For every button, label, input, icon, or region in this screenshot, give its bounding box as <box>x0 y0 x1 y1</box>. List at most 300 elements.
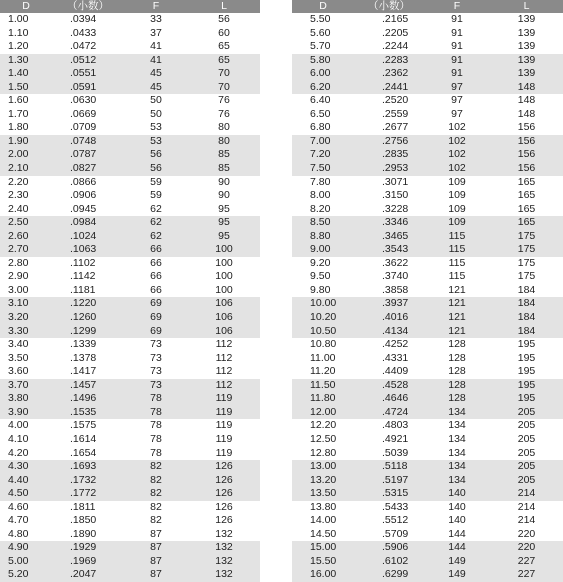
table-row <box>0 216 260 230</box>
cell-diameter: 2.10 <box>0 162 52 176</box>
cell-l: 100 <box>215 256 233 269</box>
cell-l: 112 <box>215 338 233 351</box>
cell-f: 82 <box>124 474 188 488</box>
drill-size-table-left <box>0 0 260 582</box>
cell-decimal: .2835 <box>354 148 424 162</box>
cell-diameter: 6.20 <box>292 81 354 95</box>
cell-f: 56 <box>124 148 188 162</box>
table-row <box>292 257 563 271</box>
table-row <box>292 365 563 379</box>
table-row <box>0 27 260 41</box>
table-row <box>292 392 563 406</box>
cell-decimal: .3937 <box>354 297 424 311</box>
cell-f: 78 <box>124 406 188 420</box>
table-row <box>0 325 260 339</box>
cell-l: 85 <box>188 148 260 162</box>
cell-diameter: 4.20 <box>8 446 29 459</box>
table-row <box>292 311 563 325</box>
cell-l: 214 <box>490 487 563 501</box>
cell-decimal: .2244 <box>382 40 409 53</box>
cell-f: 115 <box>448 256 466 269</box>
cell-l: 70 <box>188 67 260 81</box>
cell-diameter: 1.80 <box>8 121 29 134</box>
cell-diameter: 3.40 <box>8 338 29 351</box>
cell-diameter: 8.80 <box>292 230 354 244</box>
cell-l: 220 <box>517 527 536 540</box>
table-header-row <box>292 0 563 13</box>
table-row <box>0 297 260 311</box>
cell-decimal: .1220 <box>52 297 124 311</box>
table-row <box>292 67 563 81</box>
cell-f: 134 <box>448 419 466 432</box>
cell-l: 227 <box>490 568 563 582</box>
cell-l: 126 <box>215 500 233 513</box>
cell-f: 59 <box>150 175 162 188</box>
cell-decimal: .3228 <box>382 202 409 215</box>
cell-diameter: 3.20 <box>0 311 52 325</box>
cell-diameter: 3.00 <box>8 283 29 296</box>
cell-decimal: .3071 <box>382 175 409 188</box>
cell-decimal: .2362 <box>354 67 424 81</box>
cell-f: 128 <box>448 365 466 378</box>
cell-f: 91 <box>424 54 490 68</box>
cell-f: 87 <box>124 568 188 582</box>
table-row <box>292 176 563 190</box>
table-row <box>0 474 260 488</box>
cell-diameter: 9.80 <box>310 283 331 296</box>
cell-l: 100 <box>215 283 233 296</box>
cell-decimal: .1457 <box>52 379 124 393</box>
cell-l: 90 <box>218 175 230 188</box>
cell-f: 82 <box>150 514 162 527</box>
cell-diameter: 2.00 <box>0 148 52 162</box>
table-row <box>292 162 563 176</box>
cell-decimal: .2756 <box>354 135 424 149</box>
header-l: L <box>188 0 260 13</box>
table-row <box>292 203 563 217</box>
cell-diameter: 4.40 <box>0 474 52 488</box>
table-row <box>292 514 563 528</box>
table-row <box>0 162 260 176</box>
cell-f: 78 <box>150 446 162 459</box>
cell-f: 109 <box>448 175 466 188</box>
cell-diameter: 4.30 <box>0 460 52 474</box>
cell-l: 156 <box>490 148 563 162</box>
cell-l: 139 <box>517 40 536 53</box>
cell-decimal: .1654 <box>70 446 97 459</box>
cell-f: 45 <box>124 67 188 81</box>
cell-diameter: 5.60 <box>310 26 331 39</box>
cell-f: 97 <box>451 107 463 120</box>
cell-decimal: .2520 <box>382 94 409 107</box>
cell-l: 175 <box>490 230 563 244</box>
cell-decimal: .1693 <box>52 460 124 474</box>
cell-l: 126 <box>188 474 260 488</box>
cell-f: 69 <box>124 325 188 339</box>
cell-l: 148 <box>490 81 563 95</box>
cell-diameter: 2.30 <box>8 189 29 202</box>
cell-decimal: .2953 <box>354 162 424 176</box>
table-row <box>292 284 563 298</box>
cell-decimal: .2165 <box>382 13 409 25</box>
cell-decimal: .3465 <box>354 230 424 244</box>
table-row <box>292 338 563 352</box>
cell-diameter: 10.00 <box>292 297 354 311</box>
cell-diameter: 5.00 <box>0 555 52 569</box>
cell-f: 53 <box>124 135 188 149</box>
table-row <box>0 135 260 149</box>
cell-l: 227 <box>490 555 563 569</box>
table-row <box>292 108 563 122</box>
cell-f: 73 <box>150 351 162 364</box>
table-row <box>292 419 563 433</box>
cell-decimal: .1299 <box>52 325 124 339</box>
cell-f: 134 <box>448 432 466 445</box>
cell-l: 165 <box>490 216 563 230</box>
table-row <box>292 487 563 501</box>
cell-l: 175 <box>517 270 536 283</box>
cell-decimal: .4528 <box>354 379 424 393</box>
cell-l: 156 <box>490 162 563 176</box>
cell-diameter: 3.80 <box>0 392 52 406</box>
cell-l: 70 <box>188 81 260 95</box>
table-row <box>292 528 563 542</box>
cell-f: 128 <box>424 379 490 393</box>
cell-diameter: 8.20 <box>310 202 331 215</box>
cell-f: 109 <box>448 189 466 202</box>
cell-diameter: 9.00 <box>292 243 354 257</box>
table-row <box>292 460 563 474</box>
cell-f: 102 <box>424 148 490 162</box>
cell-decimal: .1575 <box>70 419 97 432</box>
cell-f: 82 <box>124 487 188 501</box>
cell-l: 85 <box>188 162 260 176</box>
cell-decimal: .1142 <box>70 270 96 283</box>
cell-l: 139 <box>490 54 563 68</box>
cell-decimal: .0827 <box>52 162 124 176</box>
table-row <box>292 40 563 54</box>
cell-l: 214 <box>517 500 536 513</box>
table-row <box>0 243 260 257</box>
cell-l: 139 <box>490 67 563 81</box>
cell-decimal: .1535 <box>52 406 124 420</box>
cell-decimal: .3150 <box>382 189 409 202</box>
cell-l: 126 <box>188 460 260 474</box>
cell-diameter: 11.00 <box>310 351 336 364</box>
cell-decimal: .4646 <box>354 392 424 406</box>
cell-diameter: 5.50 <box>310 13 331 25</box>
cell-diameter: 1.10 <box>8 26 29 39</box>
cell-decimal: .0787 <box>52 148 124 162</box>
cell-f: 62 <box>124 216 188 230</box>
cell-f: 91 <box>451 13 463 25</box>
cell-l: 95 <box>188 216 260 230</box>
cell-l: 56 <box>218 13 230 25</box>
cell-f: 66 <box>150 270 162 283</box>
table-row <box>0 176 260 190</box>
cell-decimal: .6299 <box>354 568 424 582</box>
table-row <box>0 189 260 203</box>
cell-f: 91 <box>424 67 490 81</box>
cell-f: 73 <box>124 379 188 393</box>
table-row <box>292 94 563 108</box>
table-row <box>0 541 260 555</box>
cell-f: 37 <box>150 26 162 39</box>
table-row <box>0 311 260 325</box>
cell-diameter: 9.20 <box>310 256 331 269</box>
table-row <box>0 148 260 162</box>
cell-l: 80 <box>188 135 260 149</box>
cell-l: 119 <box>188 392 260 406</box>
cell-f: 97 <box>424 81 490 95</box>
cell-f: 87 <box>150 527 162 540</box>
cell-decimal: .3543 <box>354 243 424 257</box>
table-header-row <box>0 0 260 13</box>
cell-f: 102 <box>448 121 466 134</box>
cell-l: 184 <box>517 283 536 296</box>
cell-decimal: .4252 <box>382 338 409 351</box>
cell-decimal: .1181 <box>70 283 96 296</box>
cell-diameter: 6.40 <box>310 94 331 107</box>
cell-f: 121 <box>424 325 490 339</box>
table-row <box>0 284 260 298</box>
table-row <box>292 447 563 461</box>
cell-f: 73 <box>150 365 162 378</box>
cell-diameter: 2.60 <box>0 230 52 244</box>
cell-l: 184 <box>490 325 563 339</box>
cell-diameter: 12.20 <box>310 419 337 432</box>
cell-f: 91 <box>451 26 463 39</box>
cell-diameter: 11.20 <box>310 365 336 378</box>
cell-diameter: 12.80 <box>310 446 337 459</box>
cell-f: 102 <box>424 162 490 176</box>
cell-f: 45 <box>124 81 188 95</box>
cell-diameter: 2.70 <box>0 243 52 257</box>
cell-decimal: .1850 <box>70 514 97 527</box>
cell-diameter: 14.00 <box>310 514 337 527</box>
cell-decimal: .0512 <box>52 54 124 68</box>
cell-diameter: 4.10 <box>8 432 29 445</box>
cell-decimal: .2283 <box>354 54 424 68</box>
table-row <box>292 27 563 41</box>
table-row <box>292 474 563 488</box>
cell-f: 87 <box>124 555 188 569</box>
cell-diameter: 6.50 <box>310 107 331 120</box>
cell-l: 132 <box>188 555 260 569</box>
cell-l: 60 <box>218 26 230 39</box>
cell-diameter: 8.00 <box>310 189 331 202</box>
cell-diameter: 1.70 <box>8 107 29 120</box>
table-row <box>292 541 563 555</box>
cell-diameter: 1.90 <box>0 135 52 149</box>
cell-diameter: 3.30 <box>0 325 52 339</box>
cell-decimal: .1339 <box>70 338 97 351</box>
cell-f: 134 <box>448 446 466 459</box>
cell-decimal: .5315 <box>354 487 424 501</box>
cell-decimal: .5512 <box>382 514 409 527</box>
cell-decimal: .4409 <box>382 365 409 378</box>
cell-l: 132 <box>188 541 260 555</box>
cell-l: 65 <box>218 40 230 53</box>
cell-decimal: .0551 <box>52 67 124 81</box>
cell-diameter: 1.30 <box>0 54 52 68</box>
cell-l: 195 <box>517 351 536 364</box>
cell-decimal: .0394 <box>70 13 97 25</box>
table-row <box>0 270 260 284</box>
cell-l: 132 <box>188 568 260 582</box>
cell-f: 59 <box>150 189 162 202</box>
cell-diameter: 6.80 <box>310 121 331 134</box>
cell-f: 33 <box>150 13 162 25</box>
cell-decimal: .0472 <box>70 40 97 53</box>
cell-f: 134 <box>424 406 490 420</box>
cell-decimal: .1063 <box>52 243 124 257</box>
cell-diameter: 9.50 <box>310 270 331 283</box>
cell-l: 95 <box>218 202 230 215</box>
cell-diameter: 4.90 <box>0 541 52 555</box>
cell-l: 95 <box>188 230 260 244</box>
cell-decimal: .1496 <box>52 392 124 406</box>
cell-f: 82 <box>150 500 162 513</box>
cell-l: 165 <box>517 202 536 215</box>
cell-decimal: .3858 <box>382 283 409 296</box>
cell-f: 78 <box>150 419 162 432</box>
cell-diameter: 10.80 <box>310 338 337 351</box>
cell-diameter: 3.60 <box>8 365 29 378</box>
cell-l: 126 <box>215 514 233 527</box>
cell-decimal: .0709 <box>70 121 97 134</box>
cell-diameter: 12.50 <box>310 432 337 445</box>
table-row <box>0 94 260 108</box>
cell-decimal: .4921 <box>382 432 409 445</box>
cell-diameter: 7.80 <box>310 175 331 188</box>
cell-f: 78 <box>150 432 162 445</box>
table-row <box>0 392 260 406</box>
cell-l: 100 <box>215 270 233 283</box>
cell-diameter: 15.00 <box>292 541 354 555</box>
cell-l: 76 <box>218 107 230 120</box>
cell-l: 175 <box>517 256 536 269</box>
cell-l: 119 <box>188 406 260 420</box>
cell-l: 80 <box>218 121 230 134</box>
cell-f: 73 <box>150 338 162 351</box>
table-row <box>0 419 260 433</box>
cell-f: 66 <box>150 256 162 269</box>
cell-f: 78 <box>124 392 188 406</box>
cell-diameter: 5.20 <box>0 568 52 582</box>
cell-diameter: 4.70 <box>8 514 29 527</box>
table-row <box>0 365 260 379</box>
cell-diameter: 8.50 <box>292 216 354 230</box>
cell-f: 121 <box>424 297 490 311</box>
table-row <box>292 216 563 230</box>
table-row <box>0 257 260 271</box>
cell-l: 205 <box>517 432 536 445</box>
cell-decimal: .0748 <box>52 135 124 149</box>
cell-diameter: 11.80 <box>292 392 354 406</box>
cell-l: 76 <box>218 94 230 107</box>
header-d: D <box>292 0 354 13</box>
cell-l: 195 <box>490 379 563 393</box>
cell-decimal: .5039 <box>382 446 409 459</box>
cell-f: 109 <box>424 216 490 230</box>
cell-l: 90 <box>218 189 230 202</box>
cell-decimal: .1417 <box>70 365 97 378</box>
table-row <box>292 555 563 569</box>
cell-f: 62 <box>124 230 188 244</box>
cell-f: 115 <box>424 243 490 257</box>
table-row <box>292 189 563 203</box>
cell-decimal: .4803 <box>382 419 409 432</box>
cell-l: 148 <box>517 107 536 120</box>
cell-f: 41 <box>150 40 162 53</box>
cell-f: 62 <box>150 202 162 215</box>
table-row <box>0 433 260 447</box>
table-row <box>292 297 563 311</box>
table-row <box>292 135 563 149</box>
cell-diameter: 14.50 <box>310 527 337 540</box>
cell-decimal: .0906 <box>70 189 97 202</box>
cell-f: 115 <box>448 270 466 283</box>
cell-decimal: .5433 <box>382 500 409 513</box>
table-row <box>0 514 260 528</box>
cell-diameter: 13.20 <box>292 474 354 488</box>
table-row <box>0 108 260 122</box>
table-row <box>292 325 563 339</box>
cell-decimal: .4134 <box>354 325 424 339</box>
cell-diameter: 1.40 <box>0 67 52 81</box>
cell-decimal: .1772 <box>52 487 124 501</box>
cell-decimal: .1969 <box>52 555 124 569</box>
cell-diameter: 7.20 <box>292 148 354 162</box>
cell-l: 119 <box>215 432 233 445</box>
cell-diameter: 4.80 <box>8 527 29 540</box>
table-row <box>0 40 260 54</box>
cell-decimal: .0866 <box>70 175 97 188</box>
cell-f: 134 <box>424 460 490 474</box>
cell-diameter: 2.20 <box>8 175 29 188</box>
cell-l: 205 <box>517 419 536 432</box>
cell-f: 149 <box>424 568 490 582</box>
cell-decimal: .5197 <box>354 474 424 488</box>
cell-f: 41 <box>124 54 188 68</box>
cell-l: 165 <box>517 189 536 202</box>
cell-f: 87 <box>124 541 188 555</box>
table-row <box>0 203 260 217</box>
cell-decimal: .5709 <box>382 527 409 540</box>
cell-f: 134 <box>424 474 490 488</box>
cell-f: 128 <box>424 392 490 406</box>
cell-decimal: .2205 <box>382 26 409 39</box>
cell-l: 139 <box>517 26 536 39</box>
cell-decimal: .0984 <box>52 216 124 230</box>
table-row <box>292 54 563 68</box>
table-row <box>0 379 260 393</box>
cell-decimal: .1732 <box>52 474 124 488</box>
header-decimal: （小数） <box>52 0 124 13</box>
table-row <box>0 447 260 461</box>
cell-f: 149 <box>424 555 490 569</box>
cell-decimal: .0591 <box>52 81 124 95</box>
cell-diameter: 3.10 <box>0 297 52 311</box>
cell-decimal: .1929 <box>52 541 124 555</box>
cell-decimal: .1378 <box>70 351 97 364</box>
cell-l: 106 <box>188 297 260 311</box>
cell-decimal: .1024 <box>52 230 124 244</box>
cell-diameter: 1.50 <box>0 81 52 95</box>
cell-diameter: 7.50 <box>292 162 354 176</box>
header-decimal: （小数） <box>354 0 424 13</box>
